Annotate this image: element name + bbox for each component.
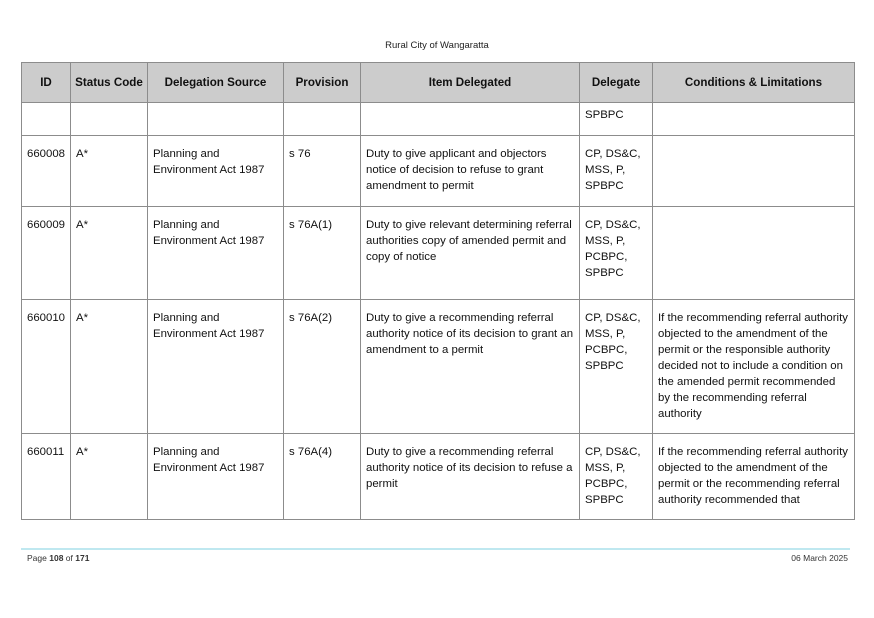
cell-conditions: If the recommending referral authority objected to the amendment of the permit or the responsible authority decided not to include a condition on the amended permit recommended by the recommending referral authority xyxy=(653,300,855,434)
column-header-delegation-source: Delegation Source xyxy=(148,63,284,103)
cell-id: 660010 xyxy=(22,300,71,434)
cell-conditions xyxy=(653,103,855,136)
column-header-conditions-limitations: Conditions & Limitations xyxy=(653,63,855,103)
cell-delegation-source: Planning and Environment Act 1987 xyxy=(148,434,284,520)
cell-delegation-source: Planning and Environment Act 1987 xyxy=(148,300,284,434)
column-header-provision: Provision xyxy=(284,63,361,103)
cell-id: 660011 xyxy=(22,434,71,520)
cell-item-delegated: Duty to give applicant and objectors notice of decision to refuse to grant amendment to permit xyxy=(361,136,580,207)
delegation-table xyxy=(21,62,855,520)
cell-conditions: If the recommending referral authority objected to the amendment of the permit or the recommending referral authority recommended that xyxy=(653,434,855,520)
cell-item-delegated: Duty to give a recommending referral authority notice of its decision to grant an amendment to a permit xyxy=(361,300,580,434)
document-header-title: Rural City of Wangaratta xyxy=(385,40,489,51)
table-row xyxy=(22,434,855,520)
cell-delegate: SPBPC xyxy=(580,103,653,136)
cell-provision xyxy=(284,103,361,136)
document-date: 06 March 2025 xyxy=(791,553,848,563)
cell-provision: s 76A(4) xyxy=(284,434,361,520)
cell-delegate: CP, DS&C, MSS, P, PCBPC, SPBPC xyxy=(580,300,653,434)
cell-status-code: A* xyxy=(71,136,148,207)
cell-item-delegated xyxy=(361,103,580,136)
table-header-row xyxy=(22,63,855,103)
cell-status-code: A* xyxy=(71,300,148,434)
cell-status-code xyxy=(71,103,148,136)
cell-item-delegated: Duty to give relevant determining referral authorities copy of amended permit and copy of notice xyxy=(361,207,580,300)
cell-id: 660008 xyxy=(22,136,71,207)
cell-item-delegated: Duty to give a recommending referral authority notice of its decision to refuse a permit xyxy=(361,434,580,520)
table-row xyxy=(22,300,855,434)
cell-provision: s 76A(2) xyxy=(284,300,361,434)
column-header-status-code: Status Code xyxy=(71,63,148,103)
page-number xyxy=(27,553,89,563)
total-pages: 171 xyxy=(75,553,90,563)
cell-conditions xyxy=(653,136,855,207)
cell-delegation-source: Planning and Environment Act 1987 xyxy=(148,207,284,300)
footer-divider xyxy=(21,548,850,550)
cell-provision: s 76A(1) xyxy=(284,207,361,300)
cell-delegation-source: Planning and Environment Act 1987 xyxy=(148,136,284,207)
cell-id: 660009 xyxy=(22,207,71,300)
cell-delegate: CP, DS&C, MSS, P, SPBPC xyxy=(580,136,653,207)
column-header-id: ID xyxy=(22,63,71,103)
cell-conditions xyxy=(653,207,855,300)
page-of-label: of xyxy=(65,553,73,563)
current-page: 108 xyxy=(49,553,64,563)
cell-id xyxy=(22,103,71,136)
cell-delegation-source xyxy=(148,103,284,136)
cell-delegate: CP, DS&C, MSS, P, PCBPC, SPBPC xyxy=(580,434,653,520)
table-row xyxy=(22,103,855,136)
cell-status-code: A* xyxy=(71,207,148,300)
page-label: Page xyxy=(27,553,47,563)
cell-status-code: A* xyxy=(71,434,148,520)
cell-delegate: CP, DS&C, MSS, P, PCBPC, SPBPC xyxy=(580,207,653,300)
cell-provision: s 76 xyxy=(284,136,361,207)
column-header-item-delegated: Item Delegated xyxy=(361,63,580,103)
table-row xyxy=(22,207,855,300)
table-row xyxy=(22,136,855,207)
column-header-delegate: Delegate xyxy=(580,63,653,103)
